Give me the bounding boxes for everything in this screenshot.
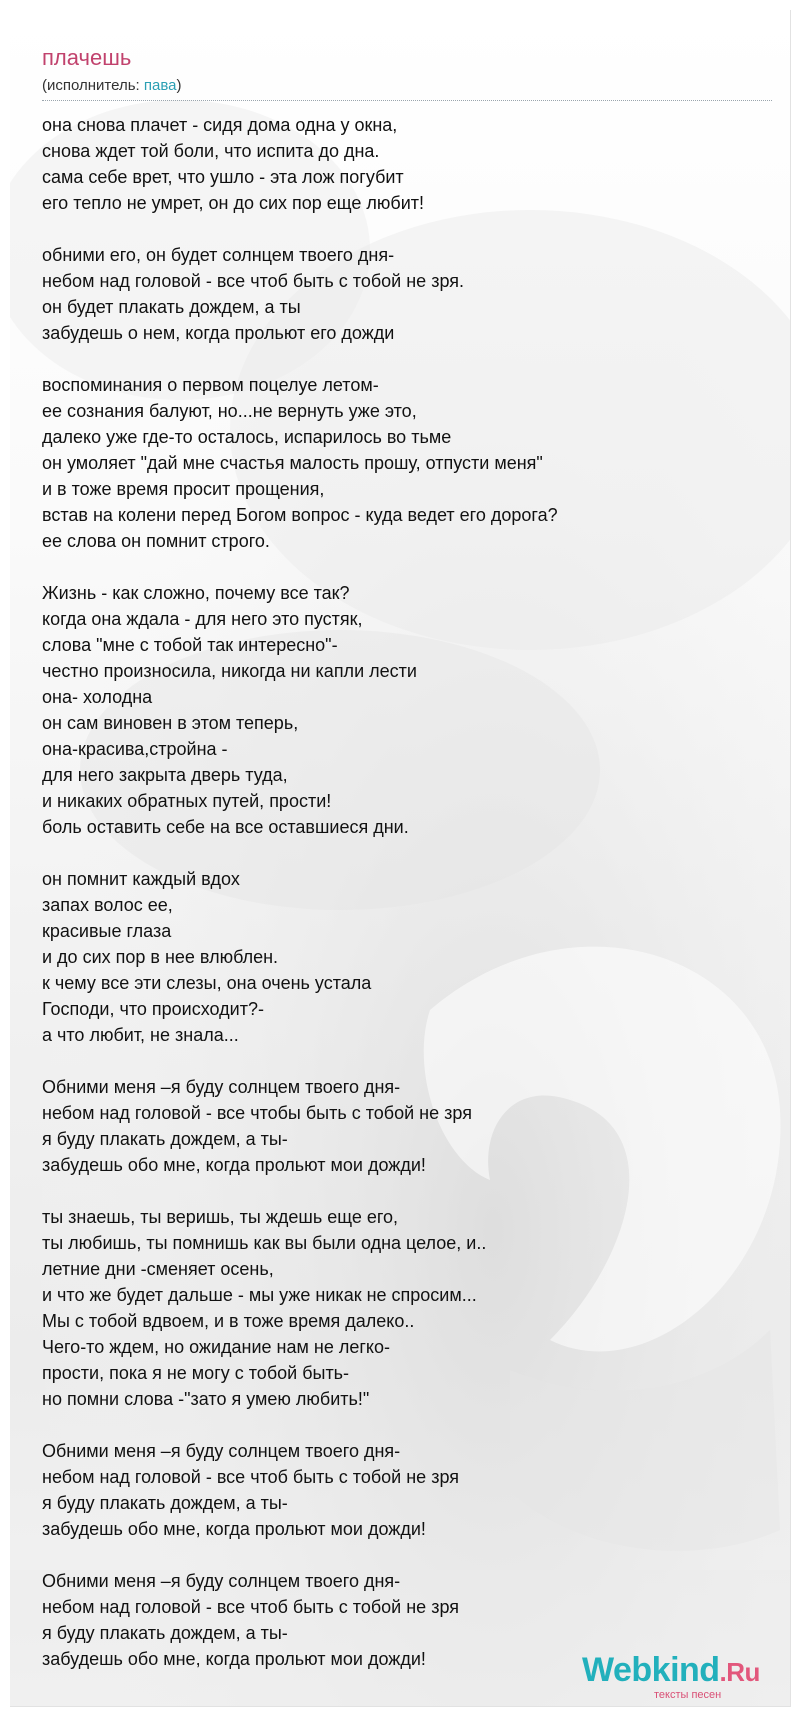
logo-tagline: тексты песен: [654, 1689, 722, 1701]
lyrics-line: небом над головой - все чтоб быть с тобой не зря.: [42, 271, 464, 291]
lyrics-line: встав на колени перед Богом вопрос - куда ведет его дорога?: [42, 505, 558, 525]
lyrics-line: Господи, что происходит?-: [42, 999, 264, 1019]
artist-prefix: (исполнитель:: [42, 77, 144, 94]
lyrics-line: я буду плакать дождем, а ты-: [42, 1623, 288, 1643]
lyrics-line: забудешь обо мне, когда прольют мои дожди!: [42, 1519, 426, 1539]
logo-wordmark: [582, 1651, 782, 1691]
lyrics-line: далеко уже где-то осталось, испарилось во тьме: [42, 427, 452, 447]
lyrics-stanza: [42, 372, 772, 554]
lyrics-line: летние дни -сменяет осень,: [42, 1259, 274, 1279]
lyrics-line: Обними меня –я буду солнцем твоего дня-: [42, 1571, 401, 1591]
lyrics-line: Обними меня –я буду солнцем твоего дня-: [42, 1441, 401, 1461]
lyrics-line: и никаких обратных путей, прости!: [42, 791, 332, 811]
lyrics-line: Обними меня –я буду солнцем твоего дня-: [42, 1077, 401, 1097]
lyrics-line: к чему все эти слезы, она очень устала: [42, 973, 372, 993]
lyrics-line: и до сих пор в нее влюблен.: [42, 947, 279, 967]
lyrics-line: прости, пока я не могу с тобой быть-: [42, 1363, 350, 1383]
logo-domain-text: .Ru: [719, 1657, 760, 1687]
lyrics-stanza: [42, 242, 772, 346]
lyrics-line: честно произносила, никогда ни капли лести: [42, 661, 417, 681]
lyrics-line: боль оставить себе на все оставшиеся дни.: [42, 817, 409, 837]
lyrics-line: запах волос ее,: [42, 895, 173, 915]
lyrics-line: забудешь обо мне, когда прольют мои дожди!: [42, 1649, 426, 1669]
artist-link[interactable]: пава: [143, 77, 177, 94]
lyrics-text: [42, 112, 772, 1672]
song-title: плачешь: [42, 45, 132, 70]
lyrics-line: ты любишь, ты помнишь как вы были одна целое, и..: [42, 1233, 487, 1253]
lyrics-line: когда она ждала - для него это пустяк,: [42, 609, 363, 629]
lyrics-line: она-красива,стройна -: [42, 739, 228, 759]
lyrics-line: красивые глаза: [42, 921, 172, 941]
lyrics-line: для него закрыта дверь туда,: [42, 765, 288, 785]
lyrics-line: Чего-то ждем, но ожидание нам не легко-: [42, 1337, 390, 1357]
logo-main-text: Webkind: [582, 1651, 720, 1689]
lyrics-content: [42, 43, 772, 1698]
lyrics-line: он умоляет "дай мне счастья малость прошу, отпусти меня": [42, 453, 543, 473]
lyrics-line: небом над головой - все чтоб быть с тобой не зря: [42, 1597, 459, 1617]
webkind-logo[interactable]: [582, 1651, 782, 1701]
lyrics-stanza: [42, 1204, 772, 1412]
lyrics-line: слова "мне с тобой так интересно"-: [42, 635, 338, 655]
lyrics-line: а что любит, не знала...: [42, 1025, 239, 1045]
lyrics-line: Жизнь - как сложно, почему все так?: [42, 583, 350, 603]
lyrics-line: и что же будет дальше - мы уже никак не спросим...: [42, 1285, 477, 1305]
lyrics-line: забудешь обо мне, когда прольют мои дожди!: [42, 1155, 426, 1175]
lyrics-line: и в тоже время просит прощения,: [42, 479, 325, 499]
artist-line: [42, 75, 772, 101]
lyrics-line: воспоминания о первом поцелуе летом-: [42, 375, 379, 395]
lyrics-line: небом над головой - все чтоб быть с тобой не зря: [42, 1467, 459, 1487]
lyrics-line: он сам виновен в этом теперь,: [42, 713, 299, 733]
lyrics-line: небом над головой - все чтобы быть с тобой не зря: [42, 1103, 472, 1123]
lyrics-stanza: [42, 1438, 772, 1542]
lyrics-line: забудешь о нем, когда прольют его дожди: [42, 323, 395, 343]
lyrics-line: обними его, он будет солнцем твоего дня-: [42, 245, 395, 265]
lyrics-line: ты знаешь, ты веришь, ты ждешь еще его,: [42, 1207, 399, 1227]
artist-suffix: ): [176, 77, 182, 94]
lyrics-line: я буду плакать дождем, а ты-: [42, 1129, 288, 1149]
lyrics-line: она снова плачет - сидя дома одна у окна,: [42, 115, 398, 135]
lyrics-stanza: [42, 112, 772, 216]
lyrics-line: его тепло не умрет, он до сих пор еще любит!: [42, 193, 425, 213]
lyrics-stanza: [42, 580, 772, 840]
lyrics-line: она- холодна: [42, 687, 153, 707]
lyrics-line: ее слова он помнит строго.: [42, 531, 270, 551]
lyrics-line: Мы с тобой вдвоем, и в тоже время далеко..: [42, 1311, 415, 1331]
lyrics-line: он будет плакать дождем, а ты: [42, 297, 301, 317]
lyrics-line: снова ждет той боли, что испита до дна.: [42, 141, 380, 161]
lyrics-stanza: [42, 866, 772, 1048]
lyrics-line: он помнит каждый вдох: [42, 869, 240, 889]
lyrics-line: сама себе врет, что ушло - эта лож погубит: [42, 167, 404, 187]
lyrics-line: я буду плакать дождем, а ты-: [42, 1493, 288, 1513]
lyrics-line: ее сознания балуют, но...не вернуть уже это,: [42, 401, 417, 421]
lyrics-line: но помни слова -"зато я умею любить!": [42, 1389, 370, 1409]
lyrics-stanza: [42, 1074, 772, 1178]
lyrics-card: [10, 10, 791, 1707]
